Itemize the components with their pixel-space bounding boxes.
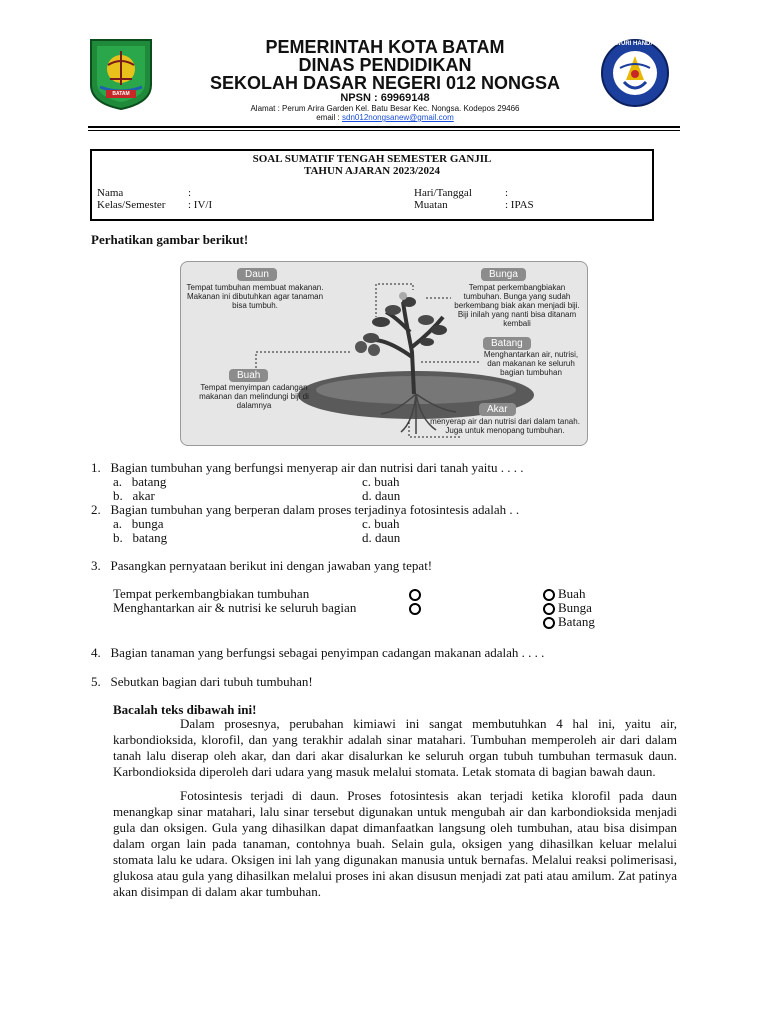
reading-title: Bacalah teks dibawah ini! — [113, 702, 257, 717]
tut-wuri-text: TUT WURI HANDAYANI — [602, 41, 668, 47]
muatan-label: Muatan — [414, 199, 448, 211]
q3-answer-3[interactable] — [543, 614, 595, 630]
bunga-desc: Tempat perkembangbiakan tumbuhan. Bunga yang sudah berkembang biak akan menjadi biji. Biji inilah yang nanti bisa ditanam kembali — [454, 283, 580, 328]
bunga-label: Bunga — [481, 268, 526, 281]
exam-title: SOAL SUMATIF TENGAH SEMESTER GANJIL — [252, 153, 492, 165]
header-email-line — [160, 113, 610, 122]
batam-logo — [88, 37, 154, 111]
exam-year: TAHUN AJARAN 2023/2024 — [303, 165, 441, 177]
nama-value[interactable]: : — [188, 187, 192, 199]
q3-answer-2-text: Bunga — [558, 600, 592, 615]
q1-option-b[interactable]: b. akar — [113, 488, 155, 503]
hari-value[interactable]: : — [505, 187, 509, 199]
reading-paragraph-1: Dalam prosesnya, perubahan kimiawi ini sangat membutuhkan 4 hal ini, yaitu air, karbondioksida, klorofil, dan yang terakhir adalah sinar matahari. Tumbuhan memperoleh air dari dalam tanah lalu diserap oleh akar, dan dari akar disalurkan ke seluruh organ tubuh tumbuhan termasuk daun. Karbondioksida diperoleh dari udara yang masuk melalui stomata. Letak stomata di bagian bawah daun. — [113, 716, 677, 779]
q1-option-a[interactable]: a. batang — [113, 474, 167, 489]
akar-desc: menyerap air dan nutrisi dari dalam tanah. Juga untuk menopang tumbuhan. — [430, 417, 580, 435]
q3-right-dot-3[interactable] — [543, 617, 555, 629]
tut-wuri-handayani-icon — [600, 38, 670, 108]
batam-logo-text: BATAM — [112, 91, 130, 97]
nama-label: Nama — [97, 187, 124, 199]
header-address: Alamat : Perum Arira Garden Kel. Batu Besar Kec. Nongsa. Kodepos 29466 — [250, 104, 520, 113]
header-line1: PEMERINTAH KOTA BATAM — [265, 37, 505, 57]
q1-option-d[interactable]: d. daun — [362, 488, 401, 503]
akar-label: Akar — [479, 403, 516, 416]
batang-label: Batang — [483, 337, 531, 350]
email-link[interactable]: sdn012nongsanew@gmail.com — [342, 113, 454, 122]
hari-label: Hari/Tanggal — [414, 187, 472, 199]
muatan-value: : IPAS — [505, 199, 534, 211]
buah-label: Buah — [229, 369, 268, 382]
batam-shield-icon — [88, 37, 154, 111]
header-npsn: NPSN : 69969148 — [340, 92, 430, 104]
question-5: 5. Sebutkan bagian dari tubuh tumbuhan! — [91, 674, 313, 689]
daun-desc: Tempat tumbuhan membuat makanan. Makanan ini dibutuhkan agar tanaman bisa tumbuh. — [186, 283, 324, 310]
question-1: 1. Bagian tumbuhan yang berfungsi menyerap air dan nutrisi dari tanah yaitu . . . . — [91, 460, 524, 475]
q1-option-c[interactable]: c. buah — [362, 474, 400, 489]
tut-wuri-logo — [600, 38, 670, 108]
q2-option-d[interactable]: d. daun — [362, 530, 401, 545]
header-line2: DINAS PENDIDIKAN — [298, 55, 472, 75]
q2-option-c[interactable]: c. buah — [362, 516, 400, 531]
kelas-value: : IV/I — [188, 199, 213, 211]
question-2: 2. Bagian tumbuhan yang berperan dalam proses terjadinya fotosintesis adalah . . — [91, 502, 520, 517]
email-label: email : — [316, 113, 343, 122]
q3-left-dot-2[interactable] — [409, 603, 421, 615]
question-3: 3. Pasangkan pernyataan berikut ini dengan jawaban yang tepat! — [91, 558, 433, 573]
question-4: 4. Bagian tanaman yang berfungsi sebagai penyimpan cadangan makanan adalah . . . . — [91, 645, 545, 660]
batang-desc: Menghantarkan air, nutrisi, dan makanan ke seluruh bagian tumbuhan — [483, 350, 579, 377]
plant-figure — [180, 261, 588, 446]
q3-statement-1: Tempat perkembangbiakan tumbuhan — [113, 586, 310, 601]
q3-answer-3-text: Batang — [558, 614, 595, 629]
instruction: Perhatikan gambar berikut! — [91, 232, 249, 247]
q3-statement-2: Menghantarkan air & nutrisi ke seluruh bagian — [113, 600, 357, 615]
header-line3: SEKOLAH DASAR NEGERI 012 NONGSA — [209, 73, 561, 93]
daun-label: Daun — [237, 268, 277, 281]
q3-answer-1-text: Buah — [558, 586, 586, 601]
header-divider-thin — [88, 130, 680, 131]
header-divider — [88, 126, 680, 128]
buah-desc: Tempat menyimpan cadangan makanan dan melindungi biji di dalamnya — [199, 383, 309, 410]
q3-left-dot-1[interactable] — [409, 589, 421, 601]
q2-option-a[interactable]: a. bunga — [113, 516, 164, 531]
kelas-label: Kelas/Semester — [97, 199, 166, 211]
q2-option-b[interactable]: b. batang — [113, 530, 168, 545]
reading-paragraph-2: Fotosintesis terjadi di daun. Proses fotosintesis akan terjadi ketika klorofil pada daun menangkap sinar matahari, lalu sinar tersebut digunakan untuk mengubah air dan karbondioksida menjadi gula dan oksigen. Gula yang dihasilkan dapat dimanfaatkan langsung oleh tumbuhan, atau bisa disimpan dalam organ lain pada tanaman, contohnya buah. Selain gula, oksigen yang dihasilkan keluar melalui stomata lalu ke udara. Oksigen ini lah yang digunakan manusia untuk bernafas. Melalui reaksi polimerisasi, glukosa atau gula yang dihasilkan melalui proses ini akan disusun menjadi zat pati atau amilum. Zat patinya akan disimpan di dalam akar tumbuhan. — [113, 788, 677, 899]
